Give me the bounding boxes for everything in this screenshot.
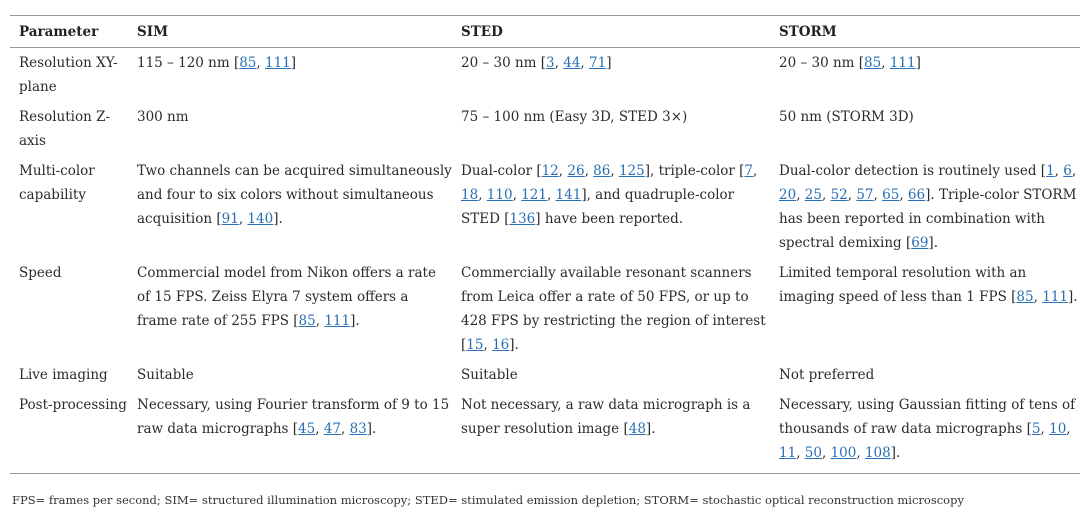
cell-text: ]. [928,235,938,251]
cell-text: 75 – 100 nm (Easy 3D, STED 3×) [461,109,688,125]
cell-text: ]. [273,211,283,227]
cell-text: , [1040,421,1050,437]
cell-text: Two channels can be acquired simultaneously and four to six colors without simultaneous acquisition [ [137,163,452,227]
parameter-cell: Multi-color capability [19,163,95,203]
citation-link[interactable]: 111 [324,313,351,329]
storm-cell [770,258,1080,360]
citation-link[interactable]: 85 [239,55,257,71]
sim-cell [128,156,452,258]
citation-link[interactable]: 1 [1046,163,1055,179]
table-row [10,102,1080,156]
cell-text: Not necessary, a raw data micrograph is a super resolution image [ [461,397,751,437]
sim-cell [128,102,452,156]
citation-link[interactable]: 125 [618,163,645,179]
cell-text: Dual-color [ [461,163,542,179]
citation-link[interactable]: 18 [461,187,479,203]
cell-text: , [546,187,556,203]
cell-text: , [899,187,908,203]
header-storm: STORM [770,16,1080,48]
cell-text: ], triple-color [ [644,163,745,179]
cell-text: Necessary, using Fourier transform of 9 to 15 raw data micrographs [ [137,397,450,437]
cell-text: ] [606,55,612,71]
parameter-cell: Post-processing [10,390,128,474]
cell-text: , [315,313,325,329]
parameter-cell: Resolution XY-plane [19,55,118,95]
citation-link[interactable]: 12 [541,163,559,179]
citation-link[interactable]: 108 [864,445,891,461]
citation-link[interactable]: 110 [486,187,513,203]
cell-text: 300 nm [137,109,189,125]
cell-text: , [873,187,883,203]
sted-cell [452,360,770,390]
cell-text: Not preferred [779,367,875,383]
storm-cell [770,156,1080,258]
citation-link[interactable]: 85 [298,313,316,329]
cell-text: 50 nm (STORM 3D) [779,109,914,125]
comparison-table-container [10,15,1080,474]
citation-link[interactable]: 111 [889,55,916,71]
citation-link[interactable]: 11 [779,445,797,461]
cell-text: , [558,163,568,179]
header-sted: STED [452,16,770,48]
cell-text: , [1054,163,1064,179]
citation-link[interactable]: 69 [911,235,929,251]
cell-text: ] [915,55,921,71]
cell-text: , [796,187,805,203]
cell-text: , [584,163,594,179]
parameter-cell: Resolution Z-axis [19,109,111,149]
citation-link[interactable]: 20 [779,187,797,203]
cell-text: , [554,55,564,71]
cell-text: , [610,163,619,179]
cell-text: Commercially available resonant scanners from Leica offer a rate of 50 FPS, or up to 428 FPS by restricting the region of interest [ [461,265,766,353]
cell-text: , [238,211,248,227]
table-row [10,48,1080,103]
cell-text: Necessary, using Gaussian fitting of tens of thousands of raw data micrographs [ [779,397,1076,437]
citation-link[interactable]: 15 [466,337,484,353]
sted-cell [452,102,770,156]
cell-text: , [483,337,493,353]
citation-link[interactable]: 26 [567,163,585,179]
cell-text: , [512,187,522,203]
citation-link[interactable]: 91 [221,211,239,227]
citation-link[interactable]: 121 [521,187,547,203]
cell-text: , [315,421,324,437]
cell-text: Suitable [137,367,194,383]
citation-link[interactable]: 85 [864,55,882,71]
cell-text: ], and quadruple-color STED [ [461,187,735,227]
table-header-row [10,16,1080,48]
cell-text: , [341,421,350,437]
citation-link[interactable]: 3 [546,55,555,71]
sted-cell [452,156,770,258]
cell-text: ]. [890,445,901,461]
sim-cell [128,360,452,390]
parameter-cell: Live imaging [19,367,108,383]
cell-text: 20 – 30 nm [ [779,55,865,71]
cell-text: ]. [350,313,360,329]
citation-link[interactable]: 111 [265,55,291,71]
cell-text: , [753,163,758,179]
sted-cell [452,258,770,360]
cell-text: , [580,55,590,71]
citation-link[interactable]: 136 [509,211,536,227]
cell-text: Dual-color detection is routinely used [ [779,163,1047,179]
citation-link[interactable]: 140 [247,211,274,227]
cell-text: ]. [509,337,519,353]
cell-text: , [256,55,265,71]
cell-text: ] have been reported. [535,211,684,227]
cell-text: ]. Triple-color STORM has been reported in combination with spectral demixing [ [779,187,1077,251]
sted-cell [452,390,770,474]
cell-text: Commercial model from Nikon offers a rate of 15 FPS. Zeiss Elyra 7 system offers a frame rate of 255 FPS [ [137,265,436,329]
citation-link[interactable]: 85 [1016,289,1034,305]
citation-link[interactable]: 100 [830,445,857,461]
citation-link[interactable]: 141 [555,187,582,203]
header-sim: SIM [128,16,452,48]
cell-text: 20 – 30 nm [ [461,55,547,71]
table-footnote: FPS= frames per second; SIM= structured illumination microscopy; STED= stimulated emission depletion; STORM= stochastic optical reconstruction microscopy [12,493,964,507]
citation-link[interactable]: 86 [593,163,611,179]
citation-link[interactable]: 45 [298,421,316,437]
storm-cell [770,102,1080,156]
citation-link[interactable]: 57 [856,187,874,203]
header-parameter: Parameter [10,16,128,48]
citation-link[interactable]: 65 [882,187,900,203]
citation-link[interactable]: 6 [1063,163,1072,179]
citation-link[interactable]: 50 [804,445,822,461]
citation-link[interactable]: 7 [744,163,754,179]
cell-text: , [1066,421,1071,437]
cell-text: ]. [366,421,377,437]
storm-cell [770,390,1080,474]
table-row [10,258,1080,360]
sted-cell [452,48,770,103]
citation-link[interactable]: 10 [1049,421,1067,437]
cell-text: , [1033,289,1043,305]
table-row [10,360,1080,390]
citation-link[interactable]: 16 [492,337,510,353]
cell-text: , [821,187,831,203]
cell-text: , [1071,163,1077,179]
sim-cell [128,48,452,103]
citation-link[interactable]: 111 [1042,289,1068,305]
citation-link[interactable]: 47 [323,421,341,437]
sim-cell [128,258,452,360]
cell-text: , [796,445,805,461]
citation-link[interactable]: 52 [830,187,848,203]
cell-text: , [478,187,487,203]
sim-cell [128,390,452,474]
citation-link[interactable]: 83 [349,421,367,437]
table-row [10,156,1080,258]
citation-link[interactable]: 71 [589,55,607,71]
cell-text: , [821,445,831,461]
parameter-cell: Speed [19,265,62,281]
cell-text: Suitable [461,367,518,383]
citation-link[interactable]: 48 [628,421,646,437]
citation-link[interactable]: 66 [907,187,926,203]
citation-link[interactable]: 25 [804,187,822,203]
cell-text: Limited temporal resolution with an imaging speed of less than 1 FPS [ [779,265,1027,305]
cell-text: ]. [645,421,656,437]
table-row [10,390,1080,474]
cell-text: ] [290,55,297,71]
comparison-table [10,15,1080,474]
storm-cell [770,360,1080,390]
citation-link[interactable]: 44 [563,55,581,71]
cell-text: , [856,445,865,461]
cell-text: , [847,187,857,203]
cell-text: 115 – 120 nm [ [137,55,240,71]
storm-cell [770,48,1080,103]
cell-text: ]. [1067,289,1078,305]
citation-link[interactable]: 5 [1031,421,1041,437]
cell-text: , [881,55,890,71]
